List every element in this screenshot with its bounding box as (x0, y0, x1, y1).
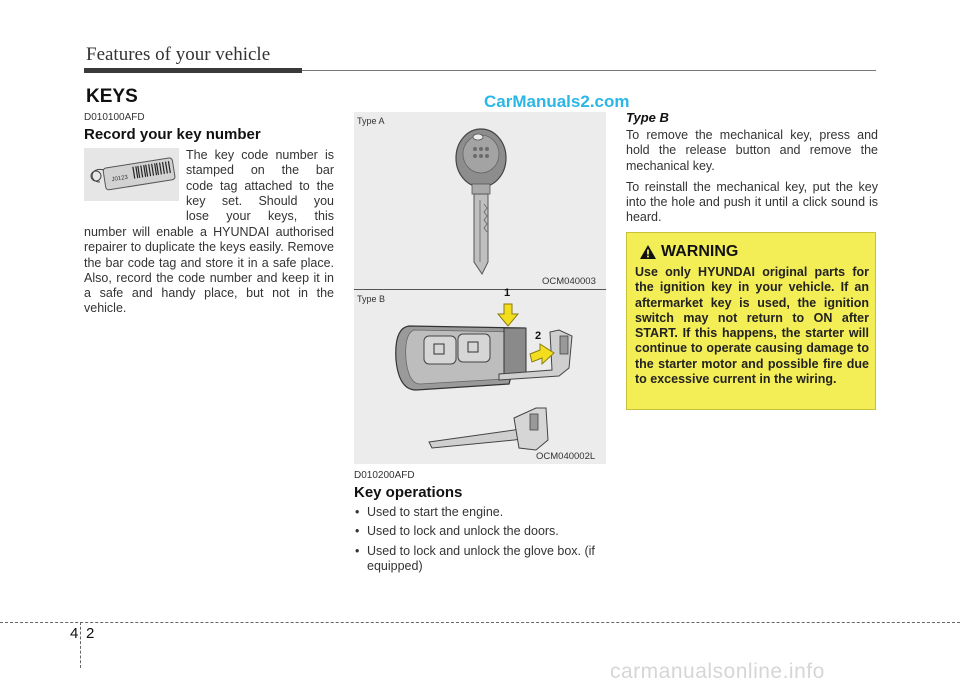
figure-a-label: Type A (357, 116, 385, 126)
callout-1: 1 (504, 287, 511, 299)
section-number: 4 (70, 625, 79, 642)
figure-b-label: Type B (357, 294, 386, 304)
warning-title: WARNING (661, 243, 739, 260)
operations-heading: Key operations (354, 484, 463, 501)
callout-2: 2 (535, 330, 542, 342)
key-type-a-icon (354, 112, 606, 290)
warning-box (626, 232, 876, 410)
smart-key-type-b-icon (354, 290, 606, 464)
watermark-link[interactable]: CarManuals2.com (484, 92, 630, 111)
footer-site-watermark[interactable]: carmanualsonline.info (610, 660, 825, 683)
operations-code: D010200AFD (354, 470, 415, 481)
header-bar (84, 68, 302, 73)
type-b-para-1: To remove the mechanical key, press and hold the release button and remove the mechanical key. (626, 128, 878, 173)
warning-text: Use only HYUNDAI original parts for the ignition key in your vehicle. If an aftermarket key is used, the ignition switch may not return to ON after START. If this happens, the starter will continue to operate causing damage to the starter motor and possible fire due to excessive current in the wiring. (635, 265, 869, 387)
page-header-title: Features of your vehicle (86, 44, 271, 65)
record-code: D010100AFD (84, 112, 145, 123)
header-rule (302, 70, 876, 71)
figure-key-type-a (354, 112, 606, 290)
footer-divider (80, 622, 81, 668)
operations-list (354, 505, 608, 578)
footer-rule (0, 622, 960, 623)
record-text-body: number will enable a HYUNDAI authorised repairer to duplicate the keys easily. Remove the bar code tag and store it in a safe place. Also, record the code number and keep it in a safe and handy place, but not in the vehicle. (84, 225, 334, 316)
figure-a-code: OCM040003 (542, 276, 596, 287)
list-item: • Used to start the engine. (354, 505, 608, 520)
key-tag-number: J0123 (111, 174, 129, 184)
section-title: KEYS (86, 86, 138, 107)
key-tag-illustration (84, 148, 179, 201)
list-item: • Used to lock and unlock the doors. (354, 524, 608, 539)
page-number: 2 (86, 625, 95, 642)
record-text-wrap: The key code number is stamped on the bar code tag attached to the key set. Should you lose your keys, this (186, 148, 334, 224)
type-b-text (626, 128, 878, 232)
warning-icon (639, 244, 657, 260)
figure-b-code: OCM040002L (536, 451, 596, 462)
figure-key-type-b (354, 287, 606, 464)
type-b-para-2: To reinstall the mechanical key, put the key into the hole and push it until a click sound is heard. (626, 179, 878, 225)
record-heading: Record your key number (84, 126, 261, 143)
type-b-heading: Type B (626, 110, 669, 125)
list-item: • Used to lock and unlock the glove box. (if equipped) (354, 544, 608, 575)
